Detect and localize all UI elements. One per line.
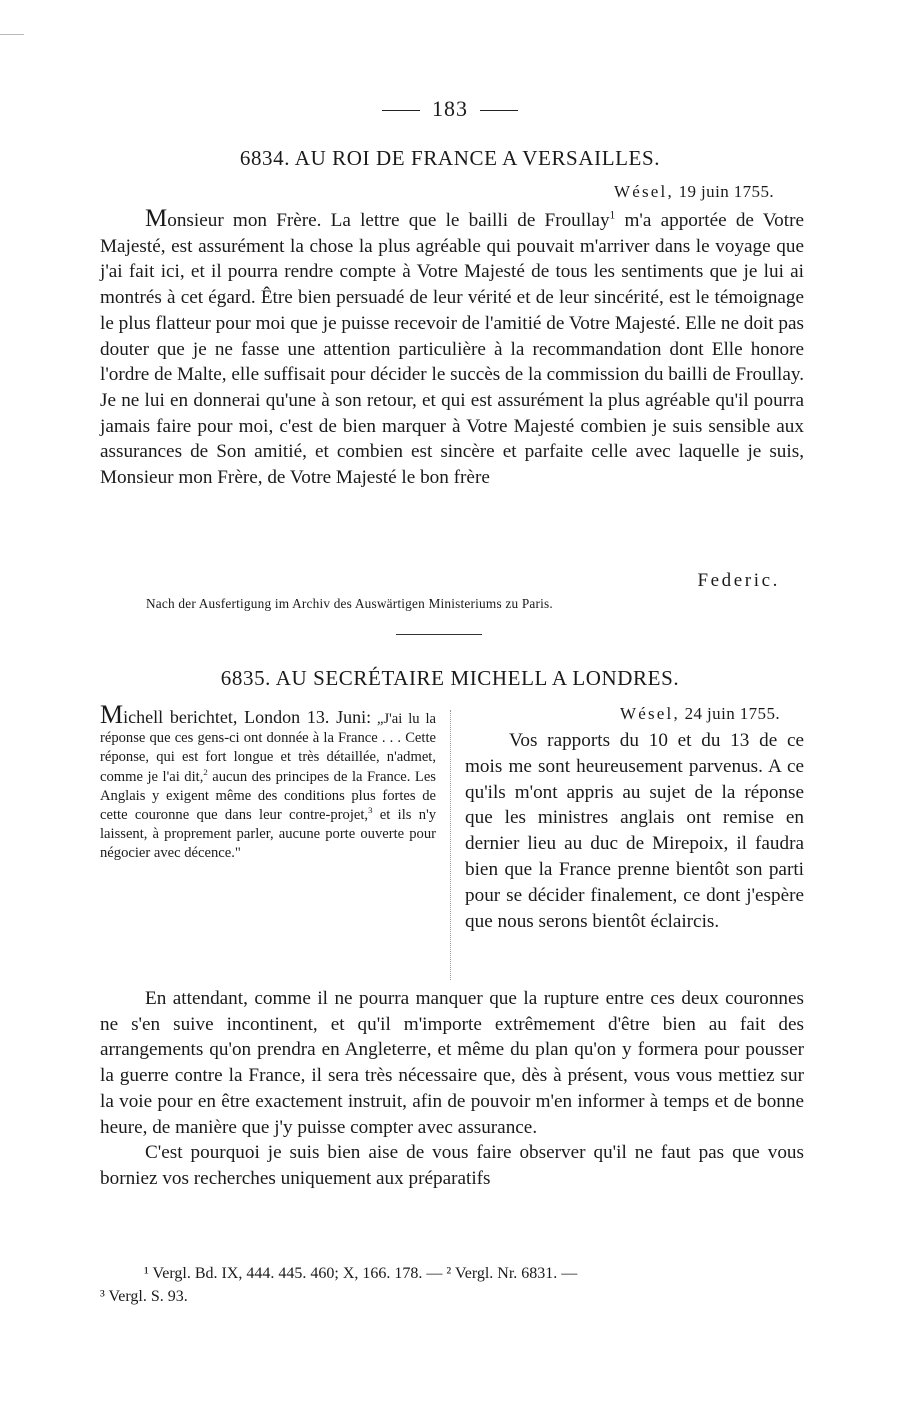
footnote-ref-1: 1: [609, 209, 616, 222]
dateline-place: Wésel,: [614, 182, 674, 201]
letter-6834-paragraph: Monsieur mon Frère. La lettre que le bailli de Froullay$^1$ m'a apportée de Votre Majesté, est assurément la chose la plus agréable qui pouvait m'arriver dans le voyage que j'ai fait ici, et il pourra rendre compte à Votre Majesté de tous les sentiments que je lui ai montrés à cet égard. Être bien persuadé de leur vérité et de leur sincérité, est le témoignage le plus flatteur pour moi que je puisse recevoir de l'amitié de Votre Majesté. Elle ne doit pas douter que je ne fasse une attention particulière à la recommandation dont Elle honore l'ordre de Malte, elle suffisait pour décider le succès de la commission du bailli de Froullay. Je ne lui en donnerai qu'une à son retour, et qui est assurément la plus agréable qu'il pourra jamais faire pour moi, c'est de bien marquer à Votre Majesté combien je suis sensible aux assurances de Son amitié, et combien est sincère et parfaite celle avec laquelle je suis, Monsieur mon Frère, de Votre Majesté le bon frère: [100, 205, 804, 489]
letter-6835-paragraph-1: Vos rapports du 10 et du 13 de ce mois me sont heureusement parvenus. A ce qu'ils m'ont appris au sujet de la réponse que les ministres anglais ont remise en dernier lieu au duc de Mirepoix, il faudra bien que la France prenne bientôt son parti pour se décider finalement, ce dont j'espère que nous serons bientôt éclaircis.: [465, 730, 804, 932]
letter-6835-dateline: [620, 704, 780, 724]
letter-6834-heading: 6834. AU ROI DE FRANCE A VERSAILLES.: [239, 146, 661, 170]
column-divider: [450, 710, 451, 980]
footnote-line-1: ¹ Vergl. Bd. IX, 444. 445. 460; X, 166. 178. — ² Vergl. Nr. 6831. —: [144, 1265, 578, 1282]
source-note: Nach der Ausfertigung im Archiv des Auswärtigen Ministeriums zu Paris.: [146, 596, 553, 611]
summary-column: Michell berichtet, London 13. Juni: „J'ai lu la réponse que ces gens-ci ont donnée à la France . . . Cette réponse, qui est fort longue et très détaillée, n'admet, comme je l'ai dit,$^2$ aucun des principes de la France. Les Anglais y exigent même des conditions plus fortes de cette couronne que dans leur contre-projet,$^3$ et ils n'y laissent, à proprement parler, aucune porte ouverte pour négocier avec décence.": [100, 700, 436, 862]
dash-right: [480, 110, 518, 111]
footnote-line-2: ³ Vergl. S. 93.: [100, 1288, 188, 1305]
footnote-ref-3: 3: [368, 805, 373, 816]
footnote-ref-2: 2: [203, 766, 208, 777]
letter-6835-paragraph-2: En attendant, comme il ne pourra manquer que la rupture entre ces deux couronnes ne s'en suive incontinent, et qu'il m'importe extrêmement d'être bien au fait des arrangements qu'on prendra en Angleterre, et même du plan qu'on y formera pour pousser la guerre contre la France, il sera très nécessaire que, dès à présent, vous vous mettiez sur la voie pour en être exactement instruit, afin de pouvoir m'en informer à temps et de bonne heure, de manière que j'y puisse compter avec assurance.: [100, 988, 804, 1138]
letter-6834-body: [100, 206, 804, 491]
dateline-date: 24 juin 1755.: [684, 704, 780, 723]
footnotes: [100, 1262, 810, 1308]
dateline-date: 19 juin 1755.: [678, 182, 774, 201]
letter-6834-dateline: [614, 182, 774, 202]
dash-left: [382, 110, 420, 111]
section-separator: [396, 634, 482, 635]
letter-6835-opening: [465, 728, 804, 934]
letter-6835-heading: 6835. AU SECRÉTAIRE MICHELL A LONDRES.: [220, 666, 680, 690]
page-number: 183: [0, 96, 900, 122]
letter-6835-paragraph-3: C'est pourquoi je suis bien aise de vous faire observer qu'il ne faut pas que vous borniez vos recherches uniquement aux préparatifs: [100, 1142, 804, 1189]
signature: Federic.: [697, 570, 780, 591]
letter-6835-body: [100, 986, 804, 1192]
dateline-place: Wésel,: [620, 704, 680, 723]
scan-mark: [0, 34, 24, 35]
